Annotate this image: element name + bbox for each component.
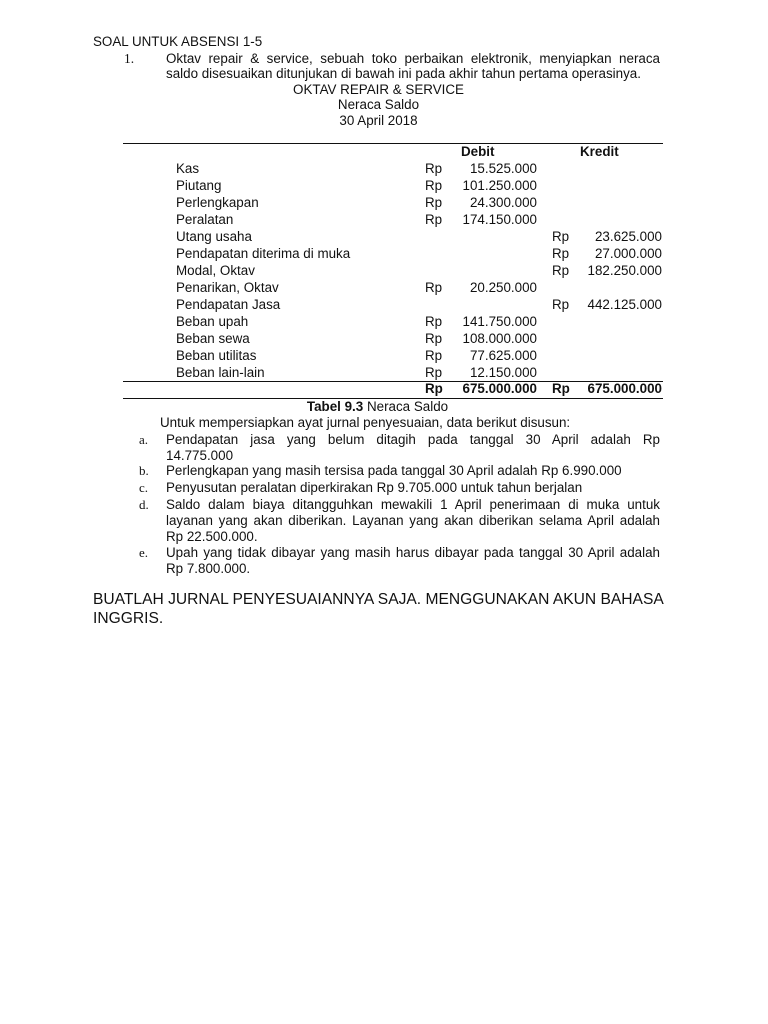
company-name: OKTAV REPAIR & SERVICE	[293, 82, 464, 97]
debit-amount: 141.750.000	[462, 314, 537, 329]
list-item-letter: c.	[139, 480, 149, 495]
kredit-amount: 27.000.000	[594, 246, 662, 261]
debit-amount: 15.525.000	[469, 161, 537, 176]
list-item	[166, 480, 660, 496]
account-name: Beban sewa	[176, 331, 250, 346]
account-name: Penarikan, Oktav	[176, 280, 279, 295]
account-name: Utang usaha	[176, 229, 252, 244]
page-header: SOAL UNTUK ABSENSI 1-5	[93, 34, 263, 49]
account-name: Kas	[176, 161, 200, 176]
debit-currency: Rp	[425, 212, 443, 227]
list-item-letter: b.	[139, 463, 149, 478]
total-kredit-amount: 675.000.000	[587, 381, 662, 396]
debit-amount: 108.000.000	[462, 331, 537, 346]
debit-currency: Rp	[425, 365, 443, 380]
debit-currency: Rp	[425, 280, 443, 295]
account-name: Peralatan	[176, 212, 234, 227]
list-item-line: Saldo dalam biaya ditangguhkan mewakili 1 April penerimaan di muka untuk	[166, 497, 660, 512]
debit-currency: Rp	[425, 348, 443, 363]
list-item-line: Penyusutan peralatan diperkirakan Rp 9.705.000 untuk tahun berjalan	[166, 480, 583, 495]
list-item-letter: a.	[139, 432, 149, 447]
list-item-line: layanan yang akan diberikan. Layanan yang akan diberikan selama April adalah	[166, 513, 660, 528]
table-row	[0, 195, 768, 212]
table-row	[0, 246, 768, 263]
kredit-currency: Rp	[552, 263, 570, 278]
debit-currency: Rp	[425, 178, 443, 193]
account-name: Pendapatan Jasa	[176, 297, 281, 312]
debit-currency: Rp	[425, 161, 443, 176]
list-item-line: Rp 7.800.000.	[166, 561, 251, 576]
total-debit-currency: Rp	[425, 381, 443, 396]
question-intro-line-2: saldo disesuaikan ditunjukan di bawah ini pada akhir tahun pertama operasinya.	[166, 66, 641, 81]
table-caption-label: Tabel 9.3	[306, 399, 364, 414]
debit-amount: 20.250.000	[469, 280, 537, 295]
list-item-line: Pendapatan jasa yang belum ditagih pada tanggal 30 April adalah Rp	[166, 432, 660, 447]
account-name: Pendapatan diterima di muka	[176, 246, 351, 261]
column-header-kredit: Kredit	[580, 144, 619, 159]
table-row	[0, 331, 768, 348]
report-date: 30 April 2018	[339, 113, 418, 128]
table-row	[0, 365, 768, 382]
table-row	[0, 280, 768, 297]
table-row	[0, 161, 768, 178]
debit-amount: 77.625.000	[469, 348, 537, 363]
list-item-line: Upah yang tidak dibayar yang masih harus dibayar pada tanggal 30 April adalah	[166, 545, 660, 560]
debit-amount: 101.250.000	[462, 178, 537, 193]
table-row	[0, 212, 768, 229]
kredit-currency: Rp	[552, 297, 570, 312]
table-row	[0, 348, 768, 365]
table-row	[0, 178, 768, 195]
debit-currency: Rp	[425, 195, 443, 210]
total-debit-amount: 675.000.000	[462, 381, 537, 396]
list-item-line: Rp 22.500.000.	[166, 529, 258, 544]
final-instruction: BUATLAH JURNAL PENYESUAIANNYA SAJA. MENGGUNAKAN AKUN BAHASA INGGRIS.	[93, 591, 663, 627]
account-name: Beban lain-lain	[176, 365, 265, 380]
total-row	[0, 381, 768, 398]
debit-amount: 24.300.000	[469, 195, 537, 210]
report-title: Neraca Saldo	[337, 97, 420, 112]
debit-amount: 174.150.000	[462, 212, 537, 227]
column-header-debit: Debit	[461, 144, 495, 159]
debit-currency: Rp	[425, 314, 443, 329]
kredit-currency: Rp	[552, 246, 570, 261]
kredit-currency: Rp	[552, 229, 570, 244]
table-row	[0, 263, 768, 280]
kredit-amount: 23.625.000	[594, 229, 662, 244]
list-item-line: 14.775.000	[166, 448, 234, 463]
preparation-text: Untuk mempersiapkan ayat jurnal penyesuaian, data berikut disusun:	[160, 415, 571, 430]
list-item-line: Perlengkapan yang masih tersisa pada tanggal 30 April adalah Rp 6.990.000	[166, 463, 622, 478]
debit-amount: 12.150.000	[469, 365, 537, 380]
table-caption-text: Neraca Saldo	[363, 399, 449, 414]
kredit-amount: 182.250.000	[587, 263, 662, 278]
table-row	[0, 314, 768, 331]
list-item	[166, 497, 660, 545]
account-name: Piutang	[176, 178, 222, 193]
table-caption	[0, 399, 755, 415]
account-name: Beban upah	[176, 314, 249, 329]
total-kredit-currency: Rp	[552, 381, 570, 396]
kredit-amount: 442.125.000	[587, 297, 662, 312]
account-name: Modal, Oktav	[176, 263, 255, 278]
table-row	[0, 297, 768, 314]
list-item	[166, 432, 660, 464]
table-row	[0, 229, 768, 246]
list-item-letter: e.	[139, 545, 149, 560]
question-intro-line-1: Oktav repair & service, sebuah toko perbaikan elektronik, menyiapkan neraca	[166, 51, 660, 66]
debit-currency: Rp	[425, 331, 443, 346]
list-item-letter: d.	[139, 497, 149, 512]
list-item	[166, 545, 660, 577]
question-number: 1.	[124, 51, 135, 66]
list-item	[166, 463, 660, 479]
account-name: Perlengkapan	[176, 195, 259, 210]
account-name: Beban utilitas	[176, 348, 257, 363]
